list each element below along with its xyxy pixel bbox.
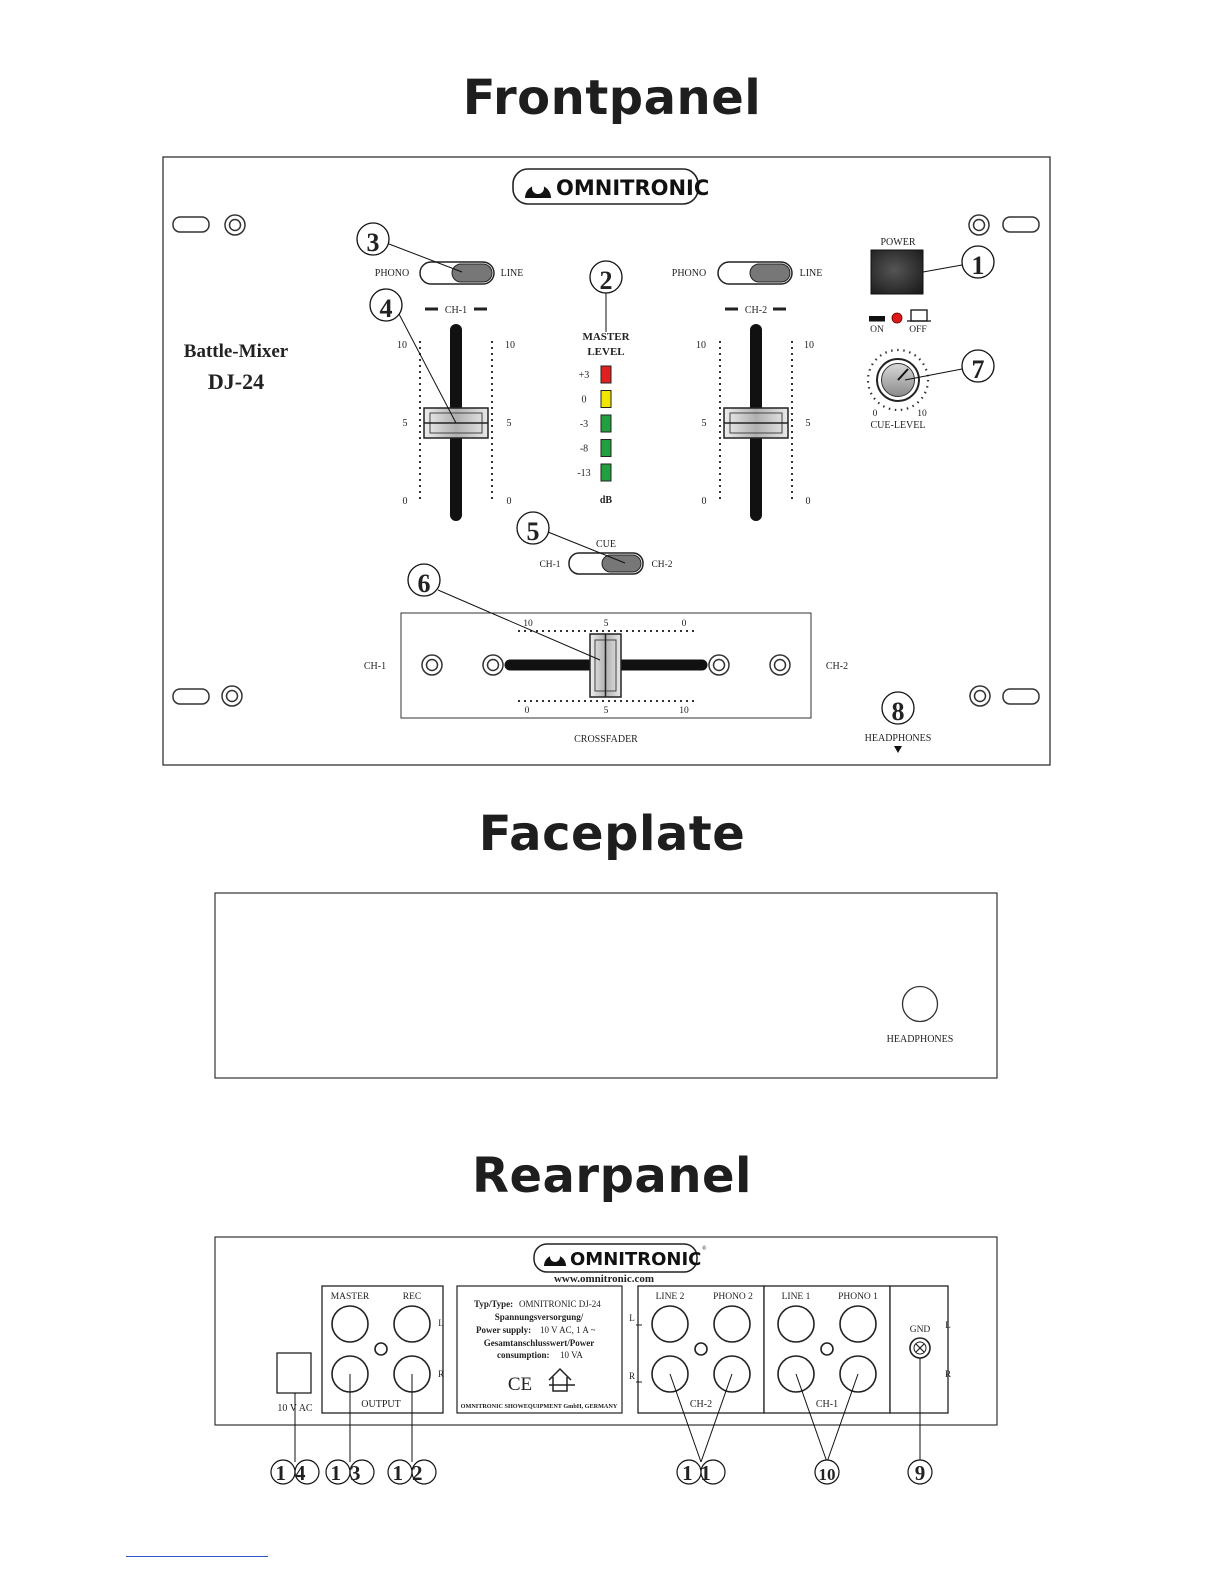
svg-text:Power supply:: Power supply:: [476, 1325, 532, 1335]
phono2-l-jack[interactable]: [714, 1306, 750, 1342]
ch2-line-label: LINE: [799, 268, 823, 279]
svg-text:10: 10: [917, 409, 927, 419]
faceplate: [215, 893, 997, 1078]
model-name: Battle-Mixer: [183, 341, 289, 362]
svg-text:10: 10: [804, 340, 814, 351]
svg-text:OMNITRONIC DJ-24: OMNITRONIC DJ-24: [519, 1299, 601, 1309]
ac-label: 10 V AC: [277, 1403, 313, 1414]
svg-text:MASTER: MASTER: [582, 331, 630, 343]
ch2-phono-label: PHONO: [671, 268, 707, 279]
svg-text:REC: REC: [402, 1292, 422, 1302]
front-headphones-label: HEADPHONES: [864, 733, 932, 744]
ac-power-socket[interactable]: [277, 1353, 311, 1393]
line1-l-jack[interactable]: [778, 1306, 814, 1342]
svg-text:consumption:: consumption:: [497, 1350, 550, 1360]
svg-text:5: 5: [402, 418, 408, 429]
svg-text:2: 2: [599, 266, 613, 295]
ch2-input-section: [629, 1286, 764, 1413]
svg-text:Typ/Type:: Typ/Type:: [474, 1299, 514, 1309]
svg-text:LEVEL: LEVEL: [587, 346, 625, 358]
svg-text:7: 7: [971, 355, 985, 384]
meter-led: [601, 415, 611, 432]
svg-text:5: 5: [701, 418, 707, 429]
ch2-title: CH-2: [744, 305, 768, 316]
svg-text:1: 1: [971, 251, 985, 280]
master-l-jack[interactable]: [332, 1306, 368, 1342]
svg-text:PHONO 1: PHONO 1: [838, 1292, 878, 1302]
svg-text:CUE-LEVEL: CUE-LEVEL: [870, 420, 926, 431]
svg-text:10 V AC, 1 A ~: 10 V AC, 1 A ~: [540, 1325, 596, 1335]
svg-text:10: 10: [397, 340, 407, 351]
svg-text:®: ®: [702, 1246, 707, 1252]
svg-text:0: 0: [681, 619, 687, 629]
cue-label: CUE: [596, 539, 616, 550]
svg-text:L: L: [945, 1320, 951, 1330]
svg-text:0: 0: [506, 496, 512, 507]
output-section: [322, 1286, 444, 1413]
svg-text:CH-2: CH-2: [651, 560, 673, 570]
svg-text:R: R: [628, 1371, 636, 1381]
svg-text:LINE 2: LINE 2: [655, 1292, 685, 1302]
svg-text:R: R: [944, 1369, 952, 1379]
rearpanel: [215, 1237, 997, 1485]
svg-text:CH-1: CH-1: [815, 1399, 839, 1410]
brand-text: OMNITRONIC: [556, 176, 710, 200]
svg-text:OMNITRONIC: OMNITRONIC: [570, 1249, 702, 1270]
svg-text:0: 0: [805, 496, 811, 507]
power-label: POWER: [880, 237, 916, 248]
meter-label: -3: [579, 419, 589, 430]
callout-11: [677, 1460, 725, 1485]
meter-led: [601, 464, 611, 481]
meter-label: -13: [577, 468, 591, 479]
svg-text:L: L: [438, 1318, 444, 1328]
svg-text:10: 10: [505, 340, 515, 351]
heading-rearpanel: Rearpanel: [471, 1148, 752, 1204]
heading-faceplate: Faceplate: [478, 806, 746, 862]
ce-mark: CE: [507, 1374, 533, 1395]
phono1-l-jack[interactable]: [840, 1306, 876, 1342]
meter-led: [601, 366, 611, 383]
type-plate: [457, 1286, 622, 1413]
ch1-title: CH-1: [444, 305, 468, 316]
svg-text:10: 10: [696, 340, 706, 351]
svg-text:PHONO 2: PHONO 2: [713, 1292, 753, 1302]
svg-text:10: 10: [523, 619, 533, 629]
svg-text:5: 5: [603, 619, 609, 629]
svg-text:9: 9: [914, 1461, 926, 1485]
svg-text:0: 0: [701, 496, 707, 507]
footer-link-line: [126, 1556, 268, 1557]
svg-text:12: 12: [392, 1461, 432, 1485]
ch1-input-section: [764, 1286, 890, 1413]
svg-text:0: 0: [402, 496, 408, 507]
frontpanel: [163, 157, 1050, 765]
callout-10: [815, 1460, 839, 1484]
svg-text:LINE 1: LINE 1: [781, 1292, 811, 1302]
callout-14: [271, 1460, 319, 1485]
svg-text:CH-1: CH-1: [539, 560, 561, 570]
svg-text:10 VA: 10 VA: [560, 1350, 583, 1360]
callout-12: [388, 1460, 436, 1485]
rec-l-jack[interactable]: [394, 1306, 430, 1342]
ch1-line-label: LINE: [500, 268, 524, 279]
svg-text:L: L: [629, 1313, 635, 1323]
crossfader-label: CROSSFADER: [574, 734, 638, 745]
ch1-phono-label: PHONO: [374, 268, 410, 279]
xf-ch2-label: CH-2: [825, 661, 849, 672]
callout-9: [908, 1460, 932, 1485]
model-number: DJ-24: [207, 369, 265, 394]
svg-text:13: 13: [330, 1461, 370, 1485]
meter-led: [601, 391, 611, 408]
svg-text:8: 8: [891, 697, 905, 726]
svg-text:10: 10: [818, 1465, 836, 1484]
svg-text:14: 14: [275, 1461, 315, 1485]
rear-brand-logo: [534, 1244, 707, 1272]
svg-text:GND: GND: [909, 1325, 931, 1335]
meter-label: +3: [578, 370, 590, 381]
svg-text:ON: ON: [870, 325, 884, 335]
svg-text:5: 5: [526, 517, 540, 546]
xf-ch1-label: CH-1: [363, 661, 387, 672]
meter-led: [601, 440, 611, 457]
svg-text:5: 5: [506, 418, 512, 429]
svg-text:10: 10: [679, 706, 689, 716]
svg-text:3: 3: [366, 228, 380, 257]
brand-logo: [513, 169, 709, 204]
svg-text:CH-2: CH-2: [689, 1399, 713, 1410]
heading-frontpanel: Frontpanel: [462, 70, 762, 126]
line2-l-jack[interactable]: [652, 1306, 688, 1342]
meter-label: -8: [579, 443, 589, 455]
meter-label: 0: [581, 394, 587, 406]
svg-text:4: 4: [379, 294, 393, 323]
svg-text:0: 0: [872, 409, 878, 419]
power-switch[interactable]: [871, 250, 923, 294]
gnd-section: [890, 1286, 951, 1413]
svg-text:11: 11: [682, 1461, 720, 1485]
svg-text:5: 5: [603, 706, 609, 716]
svg-text:MASTER: MASTER: [330, 1292, 370, 1302]
crossfader[interactable]: [401, 613, 811, 718]
faceplate-headphones-label: HEADPHONES: [886, 1034, 954, 1045]
svg-text:5: 5: [805, 418, 811, 429]
svg-text:OFF: OFF: [909, 325, 927, 335]
svg-text:OMNITRONIC SHOWEQUIPMENT GmbH,: OMNITRONIC SHOWEQUIPMENT GmbH, GERMANY: [460, 1403, 618, 1410]
svg-text:6: 6: [417, 569, 431, 598]
svg-text:OUTPUT: OUTPUT: [361, 1399, 401, 1410]
callout-13: [326, 1460, 374, 1485]
faceplate-headphone-jack[interactable]: [903, 987, 938, 1022]
db-label: dB: [599, 495, 613, 506]
svg-text:Gesamtanschlusswert/Power: Gesamtanschlusswert/Power: [483, 1338, 595, 1348]
website-url: www.omnitronic.com: [553, 1273, 655, 1285]
svg-text:0: 0: [524, 706, 530, 716]
svg-text:R: R: [437, 1369, 445, 1379]
svg-text:Spannungsversorgung/: Spannungsversorgung/: [494, 1312, 584, 1322]
